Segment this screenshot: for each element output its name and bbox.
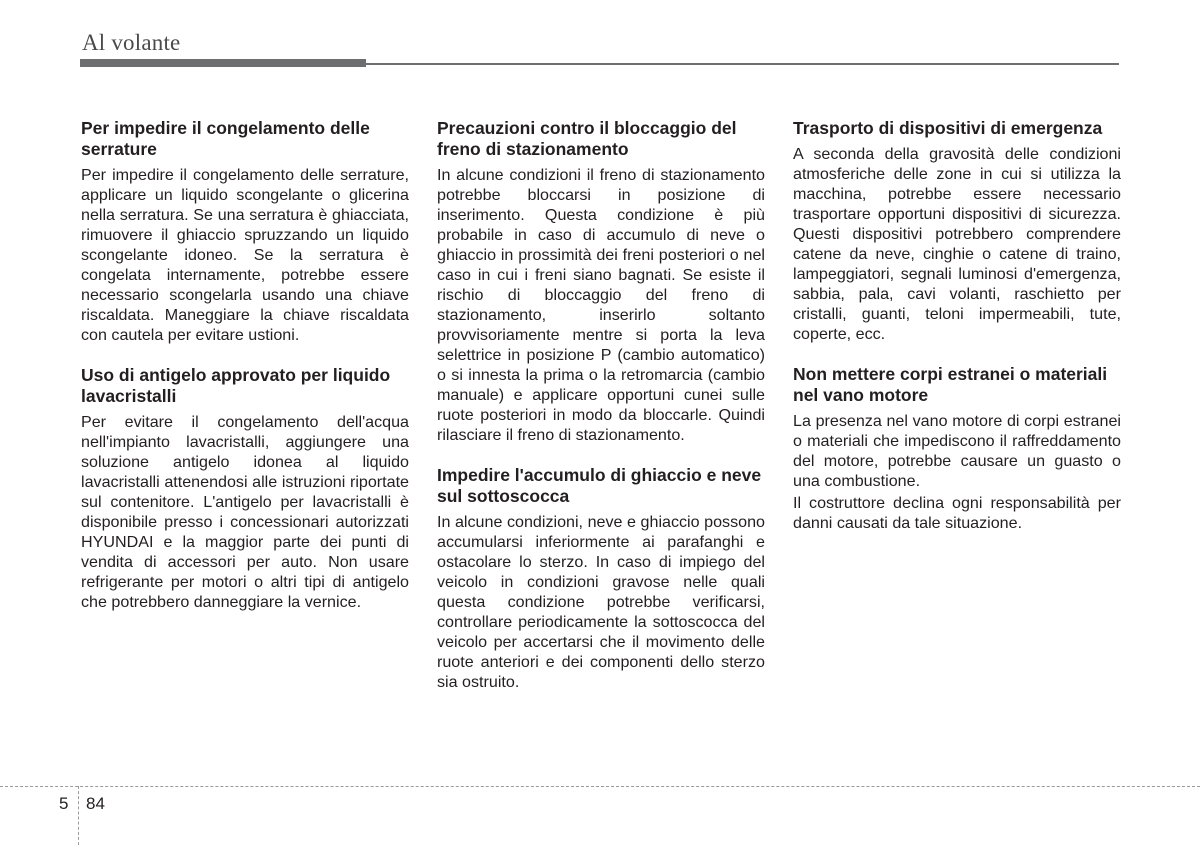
section-paragraph: In alcune condizioni il freno di stazionamento potrebbe bloccarsi in posizione di inserimento. Questa condizione è più probabile in caso di accumulo di neve o ghiaccio in prossimità dei freni posteriori o nel caso in cui i freni siano bagnati. Se esiste il rischio di bloccaggio del freno di stazionamento, inserirlo soltanto provvisoriamente mentre si porta la leva selettrice in posizione P (cambio automatico) o si innesta la prima o la retromarcia (cambio manuale) e applicare opportuni cunei sulle ruote posteriori in modo da bloccarle. Quindi rilasciare il freno di stazionamento. [437, 166, 765, 444]
header-rule-thick [80, 59, 366, 67]
text-column-2 [437, 118, 765, 712]
page-header-title: Al volante [82, 30, 181, 55]
section-engine-compartment-objects [793, 364, 1121, 533]
section-heading: Non mettere corpi estranei o materiali nel vano motore [793, 364, 1108, 405]
chapter-number: 5 [59, 794, 69, 813]
section-door-lock-freezing [81, 118, 409, 345]
section-paragraph: Per impedire il congelamento delle serrature, applicare un liquido scongelante o glicerina nella serratura. Se una serratura è ghiacciata, rimuovere il ghiaccio spruzzando un liquido scongelante idoneo. Se la serratura è congelata internamente, potrebbe essere necessario scongelarla usando una chiave riscaldata. Maneggiare la chiave riscaldata con cautela per evitare ustioni. [81, 166, 409, 344]
section-heading: Per impedire il congelamento delle serrature [81, 118, 370, 159]
section-heading: Uso di antigelo approvato per liquido lavacristalli [81, 365, 391, 406]
section-emergency-equipment [793, 118, 1121, 344]
page-number: 84 [86, 794, 105, 813]
footer-dashed-divider [78, 786, 79, 845]
section-paragraph: Per evitare il congelamento dell'acqua nell'impianto lavacristalli, aggiungere una soluzione antigelo idonea al liquido lavacristalli attenendosi alle istruzioni riportate sul contenitore. L'antigelo per lavacristalli è disponibile presso i concessionari autorizzati HYUNDAI e la maggior parte dei punti di vendita di accessori per auto. Non usare refrigerante per motori o altri tipi di antigelo che potrebbero danneggiare la vernice. [81, 413, 409, 611]
section-underbody-ice [437, 465, 765, 692]
header-rule-thin [366, 63, 1119, 65]
section-paragraph: In alcune condizioni, neve e ghiaccio possono accumularsi inferiormente ai parafanghi e ostacolare lo sterzo. In caso di impiego del veicolo in condizioni gravose nelle quali questa condizione potrebbe verificarsi, controllare periodicamente la sottoscocca del veicolo per accertarsi che il movimento delle ruote anteriori e dei componenti dello sterzo sia ostruito. [437, 513, 765, 691]
text-column-1 [81, 118, 409, 632]
section-heading: Trasporto di dispositivi di emergenza [793, 118, 1103, 138]
section-heading: Impedire l'accumulo di ghiaccio e neve sul sottoscocca [437, 465, 762, 506]
section-paragraph: La presenza nel vano motore di corpi estranei o materiali che impediscono il raffreddamento del motore, potrebbe causare un guasto o una combustione. [793, 412, 1121, 490]
text-column-3 [793, 118, 1121, 553]
section-paragraph: A seconda della gravosità delle condizioni atmosferiche delle zone in cui si utilizza la macchina, potrebbe essere necessario trasportare opportuni dispositivi di sicurezza. Questi dispositivi potrebbero comprendere catene da neve, cinghie o catene di traino, lampeggiatori, segnali luminosi d'emergenza, sabbia, pala, cavi volanti, raschietto per cristalli, guanti, teloni impermeabili, tute, coperte, ecc. [793, 145, 1121, 343]
section-washer-antifreeze [81, 365, 409, 612]
section-paragraph: Il costruttore declina ogni responsabilità per danni causati da tale situazione. [793, 494, 1121, 532]
footer-dashed-rule [0, 786, 1200, 787]
section-parking-brake-freeze [437, 118, 765, 445]
section-heading: Precauzioni contro il bloccaggio del freno di stazionamento [437, 118, 737, 159]
